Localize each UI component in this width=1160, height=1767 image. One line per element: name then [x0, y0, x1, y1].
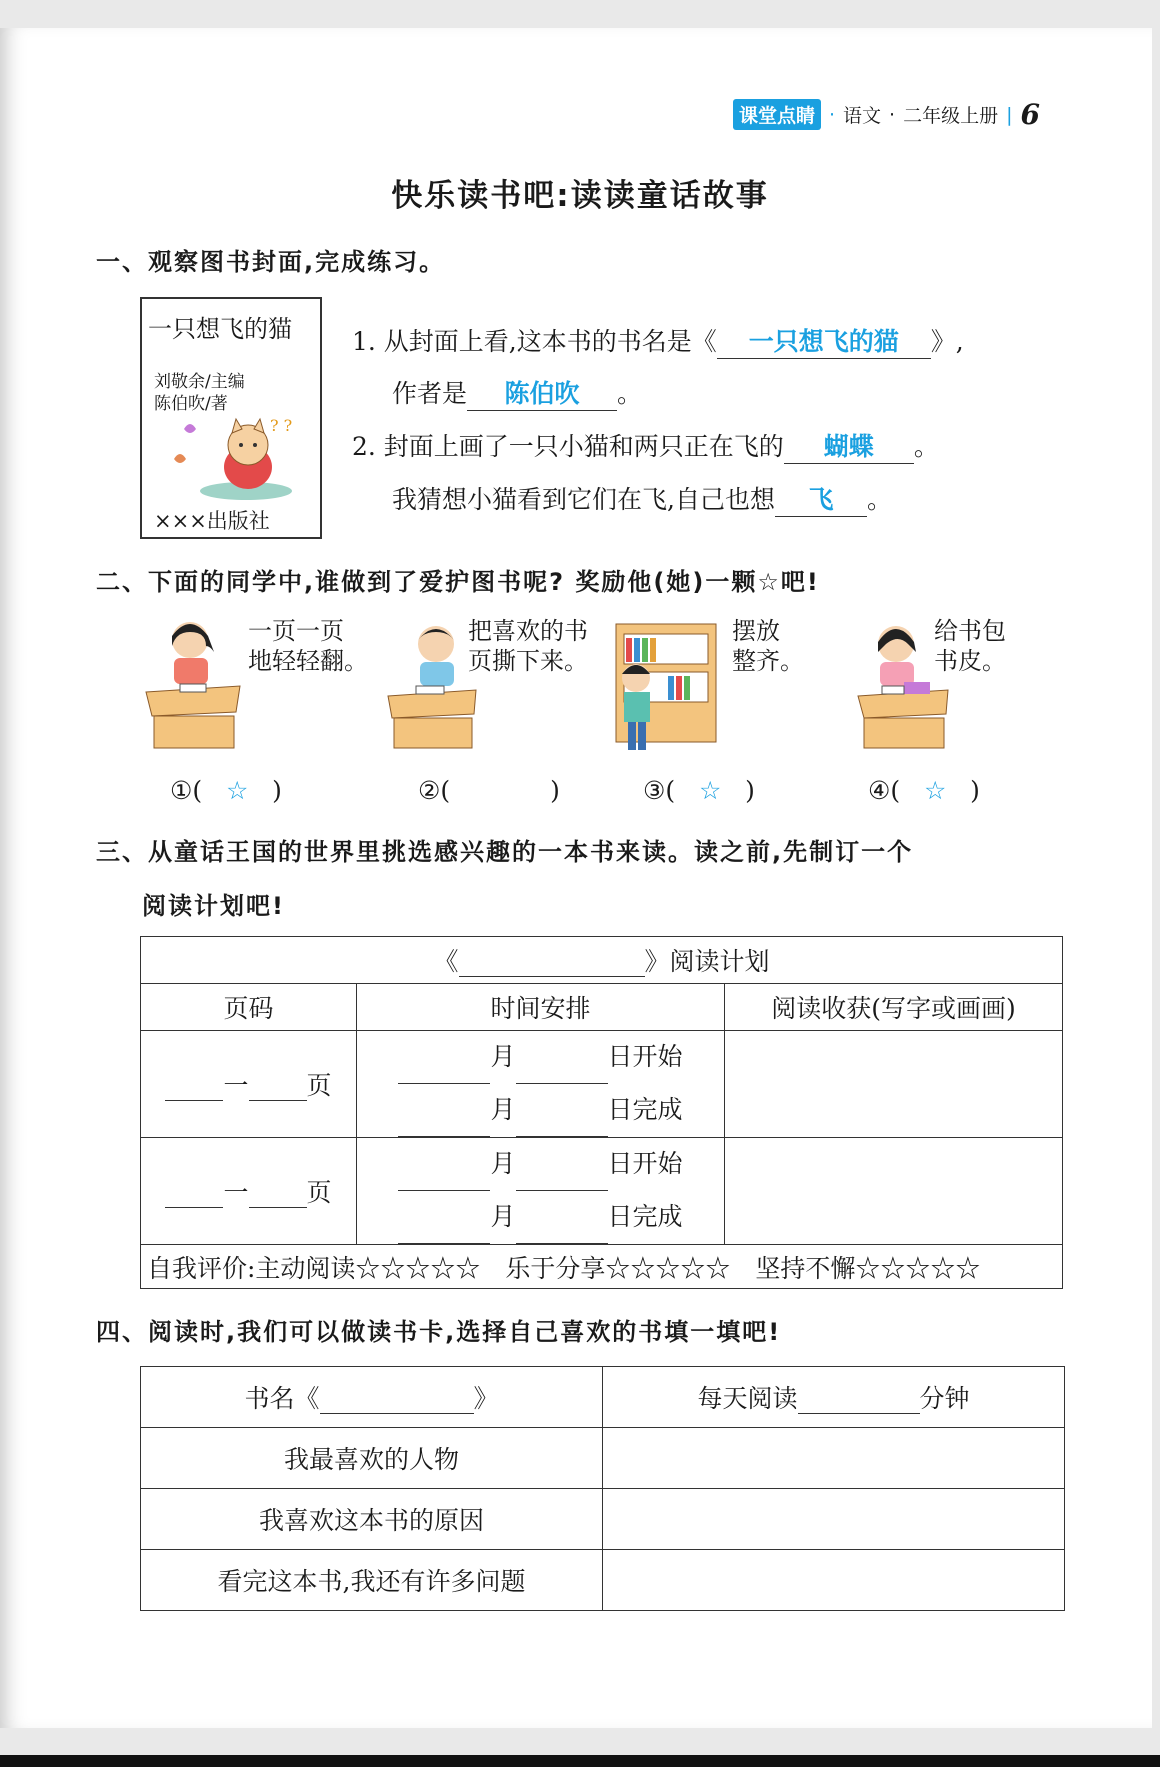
reading-plan-table: [140, 936, 1063, 1289]
bottom-bar: [0, 1755, 1160, 1767]
favorite-character-answer[interactable]: [603, 1428, 1065, 1489]
gains-cell[interactable]: [725, 1138, 1063, 1245]
answer-slot-4[interactable]: ④( ☆ ): [868, 776, 980, 805]
header-page: 页码: [141, 984, 357, 1031]
header-grade: 二年级上册: [903, 105, 999, 127]
reason-label: 我喜欢这本书的原因: [141, 1489, 603, 1550]
caption-line: 一页一页: [248, 617, 344, 645]
gains-cell[interactable]: [725, 1031, 1063, 1138]
favorite-character-label: 我最喜欢的人物: [141, 1428, 603, 1489]
caption-line: 页撕下来。: [468, 647, 588, 675]
page-title: 快乐读书吧:读读童话故事: [391, 178, 769, 214]
picture-4: [852, 612, 1006, 756]
girl-reading-illustration: [140, 612, 250, 752]
section4-heading: 四、阅读时,我们可以做读书卡,选择自己喜欢的书填一填吧!: [96, 1318, 782, 1346]
star-answer: ☆: [225, 776, 249, 805]
caption-line: 书皮。: [934, 647, 1006, 675]
caption-line: 摆放: [732, 617, 780, 645]
question-2-line2: 我猜想小猫看到它们在飞,自己也想 飞 。: [392, 480, 892, 517]
page-header: [733, 98, 1040, 131]
header-bar: |: [1006, 103, 1013, 126]
answer-fly[interactable]: 飞: [775, 480, 867, 517]
plan-title-cell: 《 》阅读计划: [141, 937, 1063, 984]
cover-publisher: ×××出版社: [154, 509, 270, 533]
schedule-cell[interactable]: 月 日开始 月 日完成: [357, 1138, 725, 1245]
book-cover: [140, 297, 322, 539]
plan-book-blank[interactable]: [459, 947, 645, 977]
header-dot: ·: [828, 103, 836, 126]
answer-slot-3[interactable]: ③( ☆ ): [643, 776, 755, 805]
header-schedule: 时间安排: [357, 984, 725, 1031]
schedule-cell[interactable]: 月 日开始 月 日完成: [357, 1031, 725, 1138]
self-evaluation-row[interactable]: 自我评价:主动阅读☆☆☆☆☆ 乐于分享☆☆☆☆☆ 坚持不懈☆☆☆☆☆: [141, 1245, 1063, 1289]
question-2-line1: 2. 封面上画了一只小猫和两只正在飞的 蝴蝶 。: [352, 427, 939, 464]
questions-answer[interactable]: [603, 1550, 1065, 1611]
svg-text:? ?: ? ?: [270, 416, 293, 435]
picture-2: [380, 612, 588, 756]
page-number: 6: [1020, 98, 1040, 131]
questions-label: 看完这本书,我还有许多问题: [141, 1550, 603, 1611]
caption-line: 给书包: [934, 617, 1006, 645]
cover-title: 一只想飞的猫: [148, 315, 292, 343]
cat-butterfly-illustration: [166, 409, 306, 504]
caption-line: 把喜欢的书: [468, 617, 588, 645]
page-range-cell[interactable]: 一 页: [141, 1138, 357, 1245]
question-1-line1: 1. 从封面上看,这本书的书名是《 一只想飞的猫 》,: [352, 322, 964, 359]
question-1-line2: 作者是 陈伯吹 。: [392, 374, 642, 411]
answer-slot-1[interactable]: ①( ☆ ): [170, 776, 282, 805]
brand-badge: 课堂点睛: [733, 99, 821, 130]
picture-3: [612, 612, 804, 764]
book-name-cell[interactable]: 书名《 》: [141, 1367, 603, 1428]
star-answer: ☆: [698, 776, 722, 805]
cover-editor: 刘敬余/主编: [154, 372, 245, 392]
picture-1: [140, 612, 368, 756]
section3-heading: 三、从童话王国的世界里挑选感兴趣的一本书来读。读之前,先制订一个: [96, 838, 914, 866]
header-subject: 语文: [843, 105, 882, 127]
answer-butterfly[interactable]: 蝴蝶: [784, 427, 914, 464]
boy-shelving-books-illustration: [612, 612, 722, 760]
section3-heading-cont: 阅读计划吧!: [142, 892, 285, 920]
page-range-cell[interactable]: 一 页: [141, 1031, 357, 1138]
caption-line: 地轻轻翻。: [248, 647, 368, 675]
caption-line: 整齐。: [732, 647, 804, 675]
answer-author[interactable]: 陈伯吹: [467, 374, 617, 411]
answer-slot-2[interactable]: ②( ): [418, 776, 560, 805]
section2-heading: 二、下面的同学中,谁做到了爱护图书呢? 奖励他(她)一颗☆吧!: [96, 568, 820, 596]
reason-answer[interactable]: [603, 1489, 1065, 1550]
cover-author: 陈伯吹/著: [154, 394, 228, 414]
answer-book-title[interactable]: 一只想飞的猫: [717, 322, 931, 359]
star-answer: ☆: [923, 776, 947, 805]
header-gains: 阅读收获(写字或画画): [725, 984, 1063, 1031]
header-dot: ·: [889, 103, 896, 126]
section1-heading: 一、观察图书封面,完成练习。: [96, 248, 446, 276]
reading-card-table: [140, 1366, 1065, 1611]
daily-reading-cell[interactable]: 每天阅读 分钟: [603, 1367, 1065, 1428]
